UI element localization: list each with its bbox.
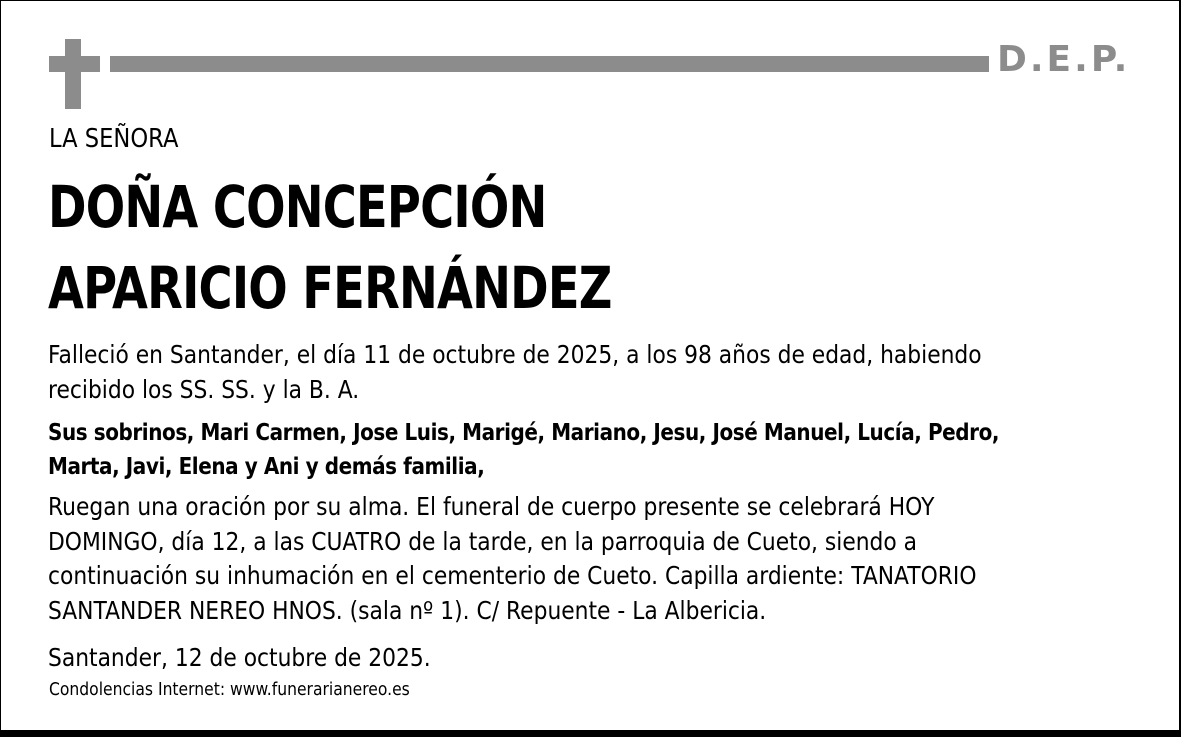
header-rule	[110, 56, 989, 72]
deceased-name-line-2: APARICIO FERNÁNDEZ	[48, 254, 612, 322]
deceased-name-line-1: DOÑA CONCEPCIÓN	[48, 173, 547, 241]
family-line: Marta, Javi, Elena y Ani y demás familia,	[48, 452, 485, 480]
funeral-line: DOMINGO, día 12, a las CUATRO de la tarde, en la parroquia de Cueto, siendo a	[48, 526, 918, 556]
funeral-line: continuación su inhumación en el cementerio de Cueto. Capilla ardiente: TANATORIO	[48, 561, 977, 590]
family-line: Sus sobrinos, Mari Carmen, Jose Luis, Marigé, Mariano, Jesu, José Manuel, Lucía, Pedro,	[48, 418, 1000, 446]
cross-icon	[49, 39, 100, 109]
death-line: Falleció en Santander, el día 11 de octubre de 2025, a los 98 años de edad, habiendo	[48, 340, 982, 369]
condolences-link: Condolencias Internet: www.funerarianereo.es	[49, 680, 410, 700]
funeral-line: Ruegan una oración por su alma. El funeral de cuerpo presente se celebrará HOY	[48, 492, 935, 521]
funeral-line: SANTANDER NEREO HNOS. (sala nº 1). C/ Repuente - La Albericia.	[48, 595, 767, 625]
funeral-paragraph	[48, 490, 1134, 628]
honorific: LA SEÑORA	[49, 124, 179, 154]
death-line: recibido los SS. SS. y la B. A.	[48, 374, 360, 404]
dep-label: D.E.P.	[997, 39, 1131, 80]
death-paragraph	[48, 338, 1134, 407]
family-paragraph	[48, 415, 1102, 483]
place-date: Santander, 12 de octubre de 2025.	[48, 643, 431, 672]
